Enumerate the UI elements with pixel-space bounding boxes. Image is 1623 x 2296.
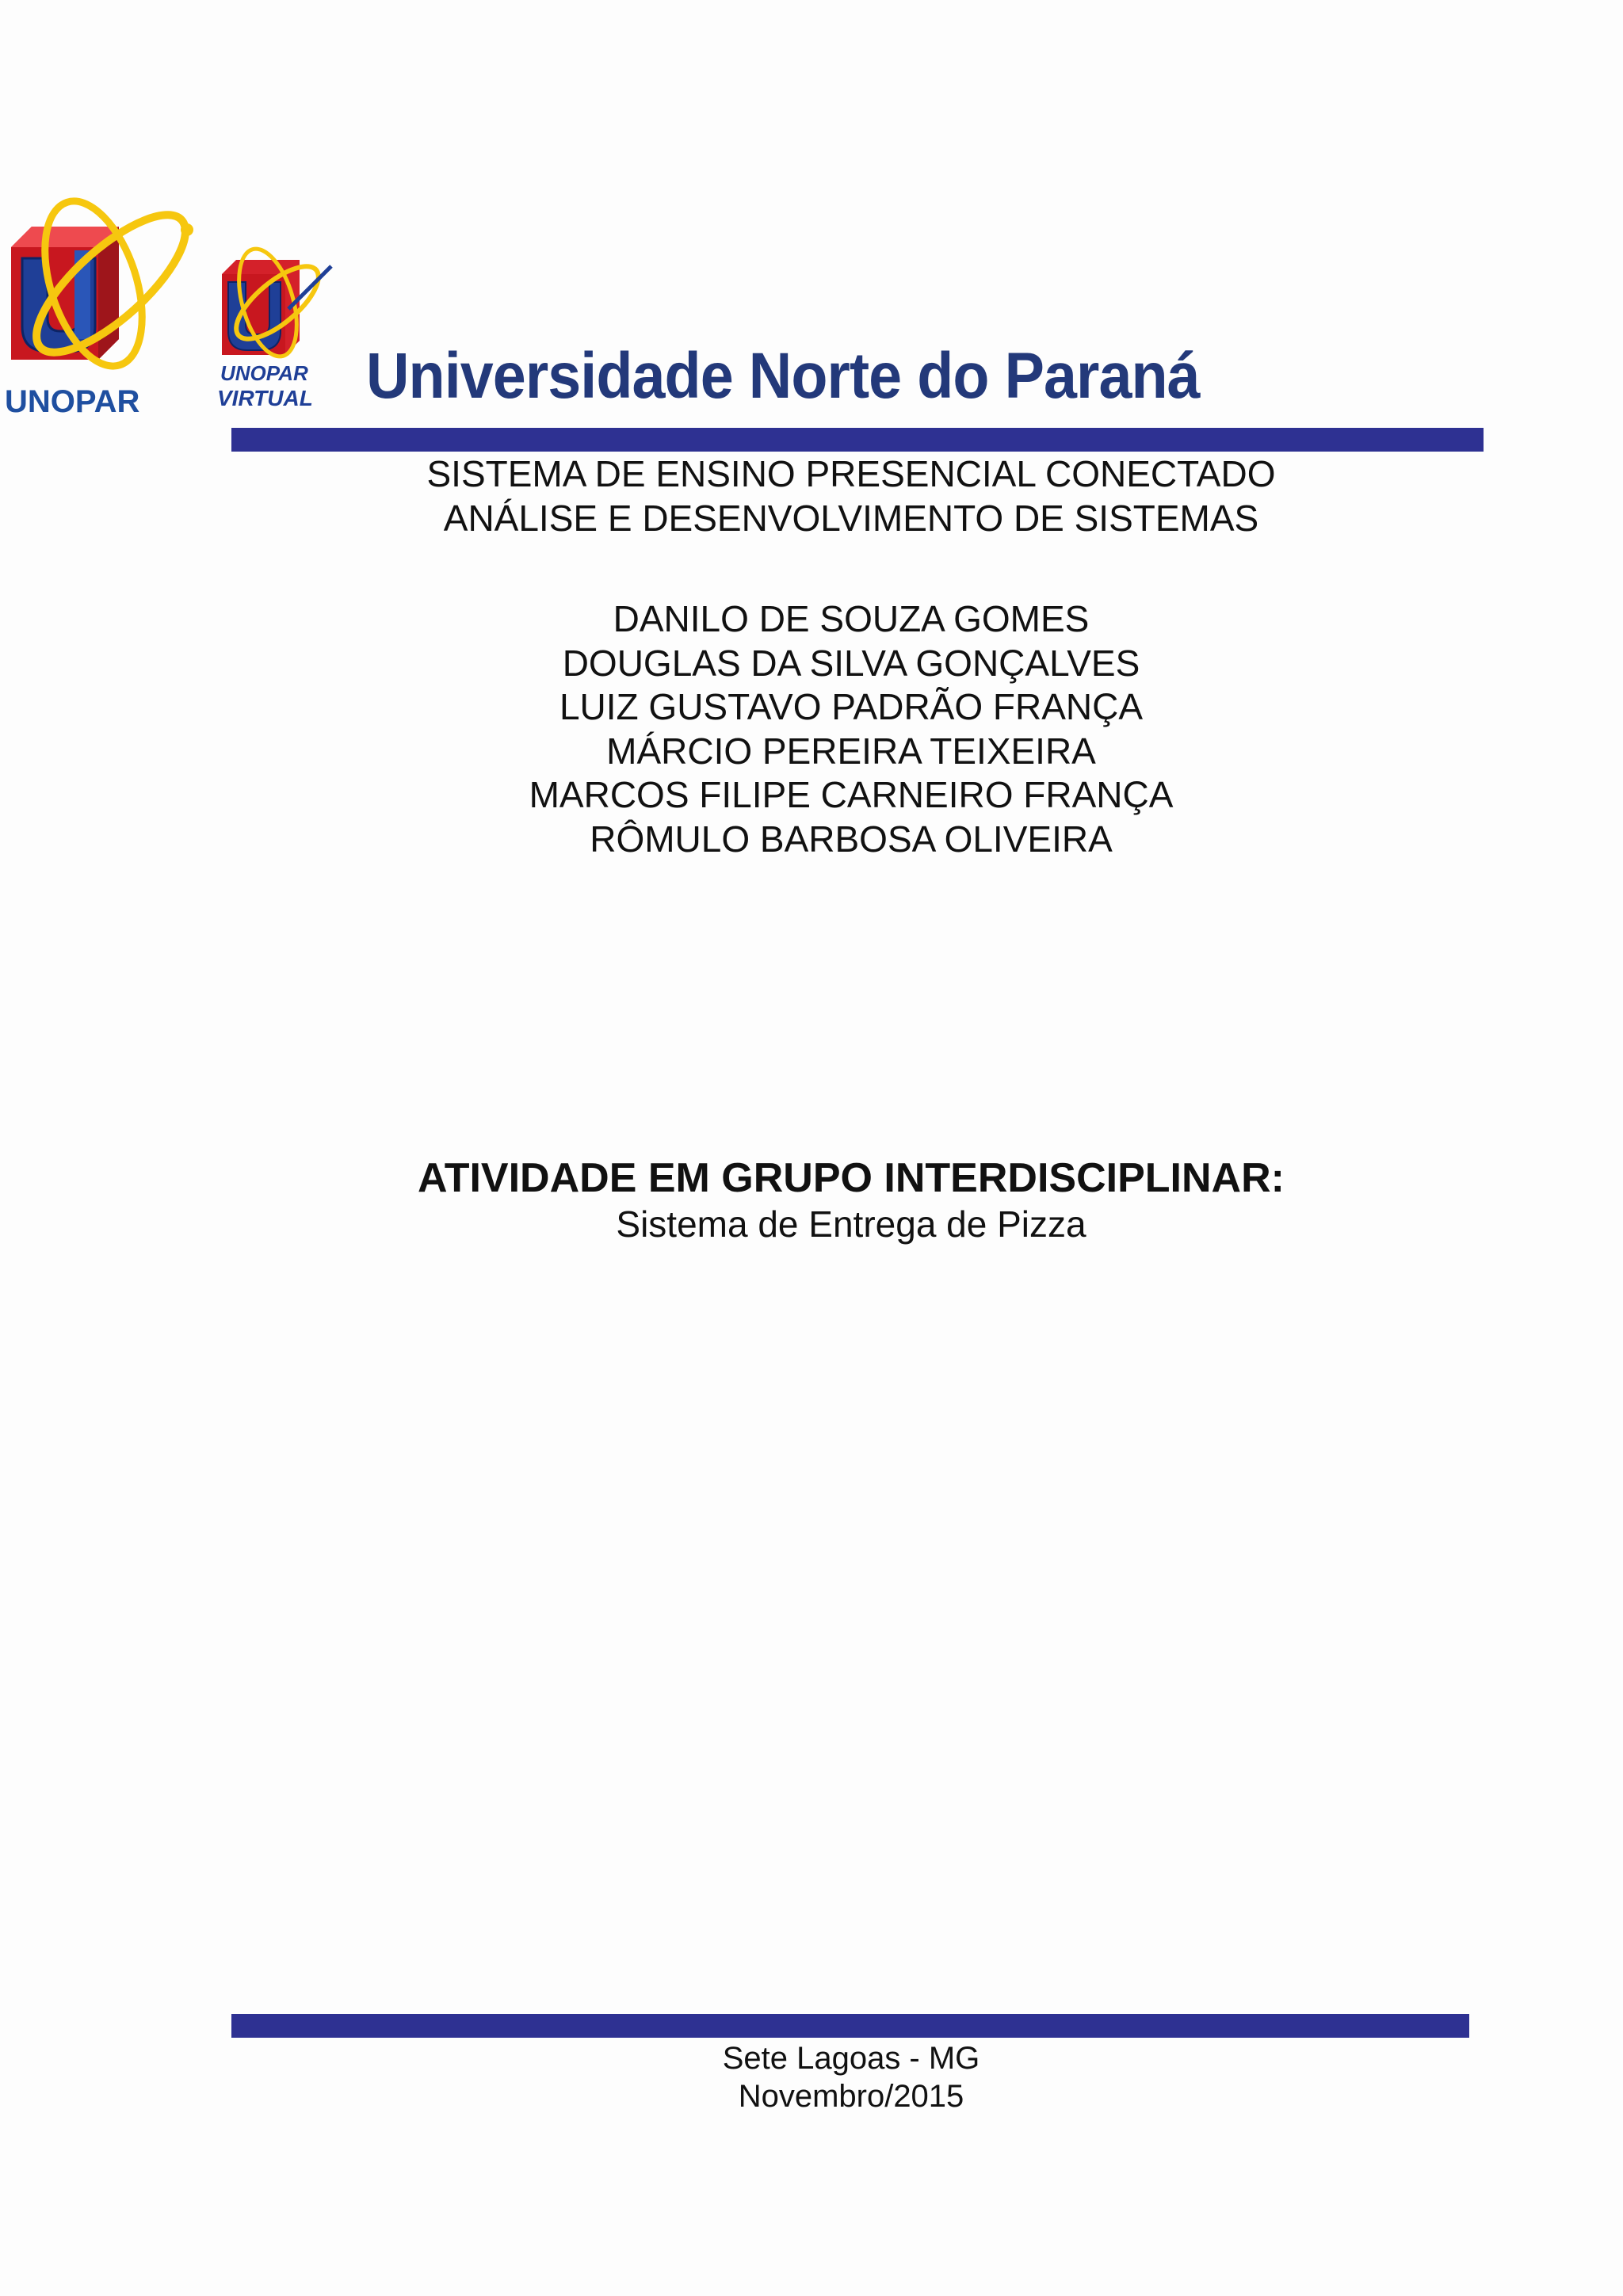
author-name: MÁRCIO PEREIRA TEIXEIRA <box>606 730 1096 772</box>
unopar-logo <box>0 181 214 420</box>
author-name: MARCOS FILIPE CARNEIRO FRANÇA <box>529 774 1174 815</box>
author-name: LUIZ GUSTAVO PADRÃO FRANÇA <box>559 686 1144 727</box>
footer-block <box>0 2039 1623 2115</box>
activity-title: ATIVIDADE EM GRUPO INTERDISCIPLINAR: <box>418 1155 1285 1201</box>
activity-block <box>0 1154 1623 1245</box>
author-name: RÔMULO BARBOSA OLIVEIRA <box>590 818 1113 860</box>
system-line: SISTEMA DE ENSINO PRESENCIAL CONECTADO <box>426 453 1276 494</box>
unopar-logo-text: UNOPAR <box>5 384 140 419</box>
authors-list <box>0 597 1623 861</box>
footer-location: Sete Lagoas - MG <box>722 2041 980 2076</box>
unopar-virtual-logo <box>212 230 339 412</box>
author-name: DANILO DE SOUZA GOMES <box>613 598 1090 639</box>
footer-divider <box>231 2014 1469 2038</box>
course-line: ANÁLISE E DESENVOLVIMENTO DE SISTEMAS <box>443 498 1259 539</box>
author-name: DOUGLAS DA SILVA GONÇALVES <box>562 642 1140 684</box>
svg-text:VIRTUAL: VIRTUAL <box>217 386 313 410</box>
header-divider <box>231 428 1484 452</box>
footer-date: Novembro/2015 <box>738 2079 964 2114</box>
svg-text:UNOPAR: UNOPAR <box>220 361 308 385</box>
activity-subtitle: Sistema de Entrega de Pizza <box>616 1203 1086 1245</box>
institution-block <box>0 452 1623 540</box>
university-title: Universidade Norte do Paraná <box>366 340 1200 412</box>
